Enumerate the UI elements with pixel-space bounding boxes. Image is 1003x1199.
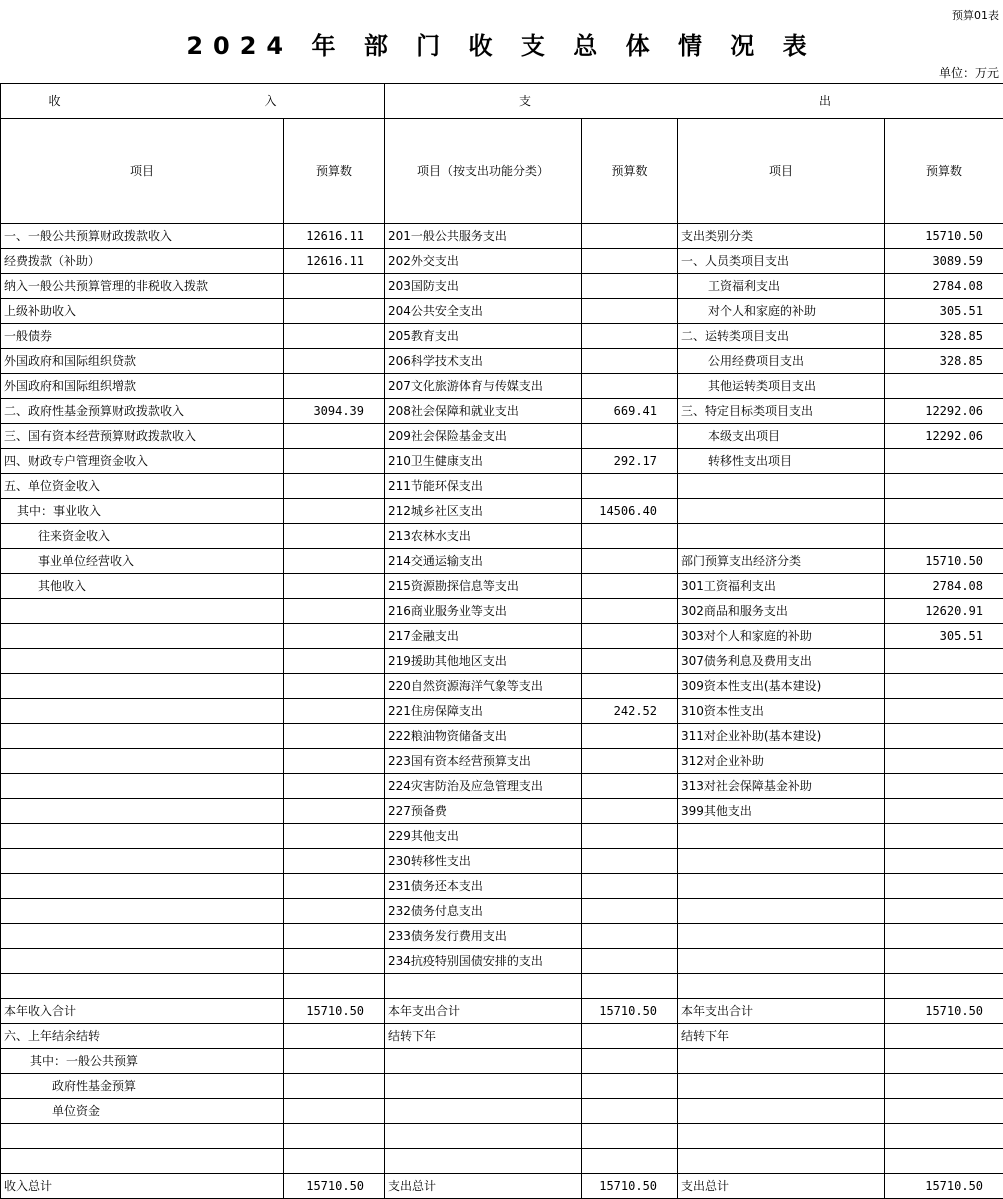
budget-cell: 14506.40 (582, 499, 678, 524)
budget-cell (582, 649, 678, 674)
item-cell: 311对企业补助(基本建设) (678, 724, 885, 749)
table-row (1, 1024, 1003, 1049)
budget-cell (284, 949, 385, 974)
item-cell: 209社会保险基金支出 (385, 424, 582, 449)
table-row (1, 974, 1003, 999)
item-cell (678, 949, 885, 974)
item-cell (1, 1149, 284, 1174)
budget-cell (885, 374, 1003, 399)
item-cell: 上级补助收入 (1, 299, 284, 324)
budget-cell (284, 299, 385, 324)
budget-cell (885, 1074, 1003, 1099)
budget-cell (885, 524, 1003, 549)
budget-cell: 12292.06 (885, 424, 1003, 449)
item-cell: 外国政府和国际组织增款 (1, 374, 284, 399)
item-cell (678, 1124, 885, 1149)
budget-cell (582, 424, 678, 449)
budget-cell (284, 274, 385, 299)
budget-cell (885, 474, 1003, 499)
item-cell: 部门预算支出经济分类 (678, 549, 885, 574)
budget-cell (284, 1049, 385, 1074)
item-cell: 203国防支出 (385, 274, 582, 299)
item-cell: 303对个人和家庭的补助 (678, 624, 885, 649)
budget-cell: 12292.06 (885, 399, 1003, 424)
budget-cell (885, 924, 1003, 949)
header-row-2 (1, 119, 1003, 224)
budget-cell: 15710.50 (284, 1174, 385, 1199)
item-cell: 公用经费项目支出 (678, 349, 885, 374)
item-cell: 230转移性支出 (385, 849, 582, 874)
table-row (1, 699, 1003, 724)
item-cell: 223国有资本经营预算支出 (385, 749, 582, 774)
item-cell (1, 749, 284, 774)
item-cell: 207文化旅游体育与传媒支出 (385, 374, 582, 399)
item-cell (678, 924, 885, 949)
item-cell: 204公共安全支出 (385, 299, 582, 324)
table-row (1, 274, 1003, 299)
budget-cell (582, 374, 678, 399)
item-cell: 202外交支出 (385, 249, 582, 274)
expense-header-left: 支 (519, 94, 532, 108)
item-cell: 399其他支出 (678, 799, 885, 824)
item-cell: 211节能环保支出 (385, 474, 582, 499)
item-cell: 208社会保障和就业支出 (385, 399, 582, 424)
budget-cell (582, 1124, 678, 1149)
table-row (1, 374, 1003, 399)
table-row (1, 599, 1003, 624)
budget-cell (284, 1124, 385, 1149)
item-cell: 其他运转类项目支出 (678, 374, 885, 399)
budget-cell (284, 1149, 385, 1174)
budget-cell (582, 549, 678, 574)
budget-cell (582, 1049, 678, 1074)
item-cell (1, 924, 284, 949)
table-row (1, 1174, 1003, 1199)
item-cell (1, 874, 284, 899)
item-cell: 支出类别分类 (678, 224, 885, 249)
table-row (1, 324, 1003, 349)
budget-cell: 2784.08 (885, 274, 1003, 299)
item-cell (385, 1099, 582, 1124)
item-cell: 本年支出合计 (385, 999, 582, 1024)
item-cell (385, 1149, 582, 1174)
budget-cell: 15710.50 (885, 1174, 1003, 1199)
item-cell: 单位资金 (1, 1099, 284, 1124)
budget-cell: 3089.59 (885, 249, 1003, 274)
budget-cell (582, 1099, 678, 1124)
table-row (1, 399, 1003, 424)
budget-cell (885, 1049, 1003, 1074)
header-row-1 (1, 84, 1003, 119)
item-cell: 本级支出项目 (678, 424, 885, 449)
table-row (1, 849, 1003, 874)
budget-cell (284, 1074, 385, 1099)
item-cell: 216商业服务业等支出 (385, 599, 582, 624)
item-cell: 205教育支出 (385, 324, 582, 349)
item-cell: 对个人和家庭的补助 (678, 299, 885, 324)
item-cell (1, 624, 284, 649)
item-cell: 312对企业补助 (678, 749, 885, 774)
budget-cell (582, 524, 678, 549)
col-income-budget: 预算数 (284, 119, 385, 224)
table-row (1, 524, 1003, 549)
item-cell: 217金融支出 (385, 624, 582, 649)
budget-cell (284, 674, 385, 699)
budget-cell (885, 1149, 1003, 1174)
item-cell (1, 699, 284, 724)
item-cell: 310资本性支出 (678, 699, 885, 724)
table-row (1, 799, 1003, 824)
table-row (1, 649, 1003, 674)
budget-cell (582, 349, 678, 374)
item-cell: 212城乡社区支出 (385, 499, 582, 524)
table-row (1, 299, 1003, 324)
item-cell (1, 1124, 284, 1149)
item-cell (385, 1124, 582, 1149)
expense-header-right: 出 (819, 94, 832, 108)
table-row (1, 224, 1003, 249)
budget-cell: 669.41 (582, 399, 678, 424)
item-cell (1, 849, 284, 874)
item-cell: 222粮油物资储备支出 (385, 724, 582, 749)
budget-cell (284, 1099, 385, 1124)
budget-cell: 305.51 (885, 299, 1003, 324)
budget-cell (885, 699, 1003, 724)
item-cell (1, 674, 284, 699)
item-cell (678, 824, 885, 849)
budget-cell (885, 899, 1003, 924)
budget-cell (284, 649, 385, 674)
item-cell: 三、国有资本经营预算财政拨款收入 (1, 424, 284, 449)
budget-cell: 3094.39 (284, 399, 385, 424)
budget-cell (284, 449, 385, 474)
item-cell: 301工资福利支出 (678, 574, 885, 599)
table-row (1, 1149, 1003, 1174)
table-row (1, 1049, 1003, 1074)
item-cell (678, 849, 885, 874)
table-row (1, 824, 1003, 849)
item-cell: 221住房保障支出 (385, 699, 582, 724)
table-row (1, 549, 1003, 574)
item-cell: 233债务发行费用支出 (385, 924, 582, 949)
table-row (1, 949, 1003, 974)
item-cell: 215资源勘探信息等支出 (385, 574, 582, 599)
item-cell (678, 974, 885, 999)
unit-label: 单位：万元 (938, 66, 999, 80)
budget-cell (284, 349, 385, 374)
table-row (1, 574, 1003, 599)
budget-cell (582, 974, 678, 999)
col-func-budget: 预算数 (582, 119, 678, 224)
item-cell: 一、人员类项目支出 (678, 249, 885, 274)
table-row (1, 474, 1003, 499)
item-cell: 往来资金收入 (1, 524, 284, 549)
budget-table (0, 83, 1003, 1199)
item-cell: 214交通运输支出 (385, 549, 582, 574)
budget-cell (284, 574, 385, 599)
budget-cell (284, 699, 385, 724)
budget-cell: 292.17 (582, 449, 678, 474)
budget-cell (284, 874, 385, 899)
budget-cell (284, 824, 385, 849)
item-cell (1, 974, 284, 999)
budget-cell (284, 749, 385, 774)
table-row (1, 1124, 1003, 1149)
budget-cell: 15710.50 (284, 999, 385, 1024)
item-cell (1, 724, 284, 749)
budget-cell (582, 849, 678, 874)
budget-cell (582, 1149, 678, 1174)
item-cell: 二、运转类项目支出 (678, 324, 885, 349)
budget-cell (582, 774, 678, 799)
item-cell: 四、财政专户管理资金收入 (1, 449, 284, 474)
budget-cell (885, 824, 1003, 849)
item-cell: 支出总计 (385, 1174, 582, 1199)
item-cell: 本年支出合计 (678, 999, 885, 1024)
table-row (1, 449, 1003, 474)
budget-cell: 12620.91 (885, 599, 1003, 624)
item-cell (1, 799, 284, 824)
budget-cell (885, 1124, 1003, 1149)
table-row (1, 874, 1003, 899)
item-cell: 302商品和服务支出 (678, 599, 885, 624)
income-header: 收 入 (1, 84, 385, 119)
item-cell: 231债务还本支出 (385, 874, 582, 899)
item-cell (1, 649, 284, 674)
item-cell: 201一般公共服务支出 (385, 224, 582, 249)
budget-cell (284, 724, 385, 749)
item-cell: 206科学技术支出 (385, 349, 582, 374)
item-cell: 一、一般公共预算财政拨款收入 (1, 224, 284, 249)
item-cell (678, 499, 885, 524)
budget-cell (284, 524, 385, 549)
item-cell (1, 774, 284, 799)
col-income-item: 项目 (1, 119, 284, 224)
budget-cell: 12616.11 (284, 224, 385, 249)
budget-cell (582, 799, 678, 824)
budget-cell: 15710.50 (885, 549, 1003, 574)
item-cell (678, 1049, 885, 1074)
item-cell: 经费拨款（补助） (1, 249, 284, 274)
budget-cell (885, 774, 1003, 799)
budget-cell (885, 874, 1003, 899)
budget-cell: 15710.50 (582, 1174, 678, 1199)
budget-cell: 15710.50 (885, 999, 1003, 1024)
budget-cell (582, 249, 678, 274)
budget-cell (284, 374, 385, 399)
item-cell: 其中：事业收入 (1, 499, 284, 524)
budget-cell (284, 324, 385, 349)
item-cell: 一般债券 (1, 324, 284, 349)
item-cell: 结转下年 (678, 1024, 885, 1049)
col-econ-budget: 预算数 (885, 119, 1003, 224)
item-cell: 309资本性支出(基本建设) (678, 674, 885, 699)
item-cell: 转移性支出项目 (678, 449, 885, 474)
budget-cell (582, 299, 678, 324)
item-cell (1, 824, 284, 849)
table-code: 预算01表 (952, 9, 999, 22)
col-func-item: 项目（按支出功能分类） (385, 119, 582, 224)
item-cell (385, 974, 582, 999)
budget-cell: 305.51 (885, 624, 1003, 649)
item-cell: 支出总计 (678, 1174, 885, 1199)
item-cell (1, 899, 284, 924)
budget-cell (885, 499, 1003, 524)
item-cell: 收入总计 (1, 1174, 284, 1199)
budget-cell (582, 874, 678, 899)
item-cell: 220自然资源海洋气象等支出 (385, 674, 582, 699)
table-row (1, 774, 1003, 799)
budget-cell (582, 949, 678, 974)
item-cell: 224灾害防治及应急管理支出 (385, 774, 582, 799)
table-row (1, 674, 1003, 699)
table-row (1, 999, 1003, 1024)
item-cell: 结转下年 (385, 1024, 582, 1049)
budget-cell (284, 424, 385, 449)
budget-cell (284, 549, 385, 574)
budget-cell (582, 574, 678, 599)
item-cell: 三、特定目标类项目支出 (678, 399, 885, 424)
item-cell: 其中：一般公共预算 (1, 1049, 284, 1074)
item-cell (678, 524, 885, 549)
table-row (1, 349, 1003, 374)
budget-cell: 12616.11 (284, 249, 385, 274)
table-row (1, 724, 1003, 749)
budget-cell (582, 724, 678, 749)
item-cell (678, 474, 885, 499)
item-cell (678, 874, 885, 899)
item-cell: 工资福利支出 (678, 274, 885, 299)
table-row (1, 899, 1003, 924)
table-row (1, 924, 1003, 949)
budget-cell (885, 674, 1003, 699)
page-title: 2024 年 部 门 收 支 总 体 情 况 表 (186, 32, 817, 60)
item-cell: 229其他支出 (385, 824, 582, 849)
item-cell: 五、单位资金收入 (1, 474, 284, 499)
budget-cell (284, 899, 385, 924)
col-econ-item: 项目 (678, 119, 885, 224)
budget-cell (885, 1099, 1003, 1124)
budget-cell: 15710.50 (582, 999, 678, 1024)
item-cell: 307债务利息及费用支出 (678, 649, 885, 674)
budget-cell (284, 624, 385, 649)
item-cell: 二、政府性基金预算财政拨款收入 (1, 399, 284, 424)
item-cell (1, 949, 284, 974)
item-cell: 其他收入 (1, 574, 284, 599)
budget-cell (885, 799, 1003, 824)
table-row (1, 499, 1003, 524)
item-cell: 234抗疫特别国债安排的支出 (385, 949, 582, 974)
item-cell: 232债务付息支出 (385, 899, 582, 924)
item-cell (385, 1049, 582, 1074)
item-cell (1, 599, 284, 624)
budget-cell (582, 899, 678, 924)
budget-cell (284, 499, 385, 524)
item-cell: 本年收入合计 (1, 999, 284, 1024)
item-cell: 210卫生健康支出 (385, 449, 582, 474)
budget-cell (284, 849, 385, 874)
budget-cell (582, 1024, 678, 1049)
budget-cell (284, 474, 385, 499)
table-row (1, 624, 1003, 649)
budget-cell (284, 799, 385, 824)
budget-cell (885, 949, 1003, 974)
budget-cell (284, 924, 385, 949)
expense-header (385, 84, 1003, 119)
budget-cell (885, 749, 1003, 774)
item-cell: 227预备费 (385, 799, 582, 824)
budget-cell (582, 624, 678, 649)
budget-cell (582, 324, 678, 349)
budget-cell (885, 724, 1003, 749)
item-cell (385, 1074, 582, 1099)
budget-cell (885, 974, 1003, 999)
budget-cell (582, 824, 678, 849)
budget-cell (582, 474, 678, 499)
budget-cell (885, 449, 1003, 474)
budget-cell (284, 599, 385, 624)
item-cell: 事业单位经营收入 (1, 549, 284, 574)
budget-cell: 328.85 (885, 349, 1003, 374)
budget-cell: 2784.08 (885, 574, 1003, 599)
item-cell (678, 1074, 885, 1099)
budget-cell (284, 974, 385, 999)
budget-cell (582, 924, 678, 949)
item-cell: 政府性基金预算 (1, 1074, 284, 1099)
table-row (1, 1074, 1003, 1099)
item-cell: 纳入一般公共预算管理的非税收入拨款 (1, 274, 284, 299)
table-row (1, 249, 1003, 274)
table-row (1, 424, 1003, 449)
item-cell (678, 1099, 885, 1124)
budget-cell (885, 849, 1003, 874)
budget-cell (284, 774, 385, 799)
table-row (1, 749, 1003, 774)
budget-cell: 328.85 (885, 324, 1003, 349)
budget-cell (582, 1074, 678, 1099)
budget-cell (284, 1024, 385, 1049)
item-cell (678, 899, 885, 924)
budget-cell (885, 649, 1003, 674)
item-cell: 六、上年结余结转 (1, 1024, 284, 1049)
budget-cell (582, 749, 678, 774)
budget-cell (582, 674, 678, 699)
item-cell: 219援助其他地区支出 (385, 649, 582, 674)
item-cell: 313对社会保障基金补助 (678, 774, 885, 799)
item-cell: 213农林水支出 (385, 524, 582, 549)
budget-cell: 15710.50 (885, 224, 1003, 249)
budget-cell: 242.52 (582, 699, 678, 724)
budget-cell (885, 1024, 1003, 1049)
budget-cell (582, 599, 678, 624)
item-cell (678, 1149, 885, 1174)
budget-cell (582, 274, 678, 299)
budget-cell (582, 224, 678, 249)
table-row (1, 1099, 1003, 1124)
item-cell: 外国政府和国际组织贷款 (1, 349, 284, 374)
